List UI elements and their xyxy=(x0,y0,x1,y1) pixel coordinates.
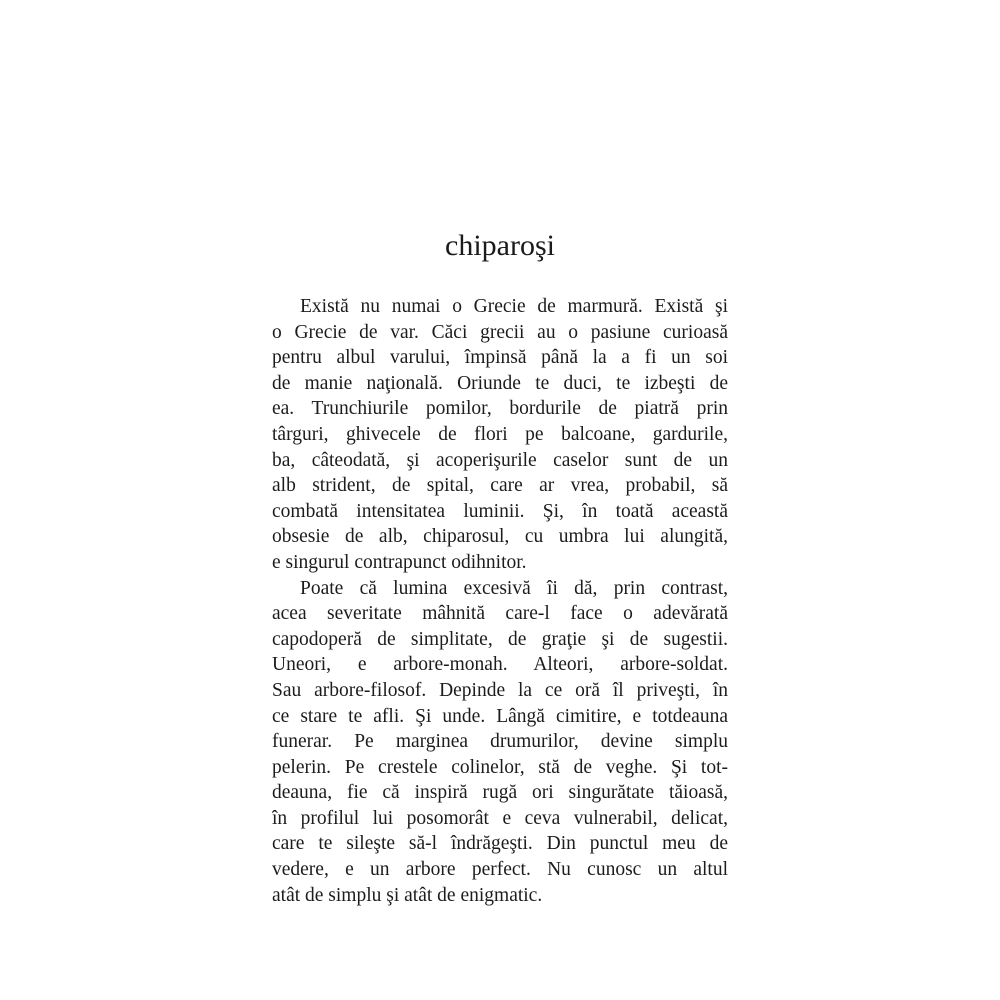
text-line: ce stare te afli. Şi unde. Lângă cimitire, e totdeauna xyxy=(272,705,728,727)
text-line: e singurul contrapunct odihnitor. xyxy=(272,551,527,573)
text-line: Sau arbore-filosof. Depinde la ce oră îl priveşti, în xyxy=(272,679,728,701)
text-line: pentru albul varului, împinsă până la a fi un soi xyxy=(272,347,728,369)
text-line: o Grecie de var. Căci grecii au o pasiune curioasă xyxy=(272,321,728,343)
text-line: vedere, e un arbore perfect. Nu cunosc un altul xyxy=(272,859,728,881)
text-line: combată intensitatea luminii. Şi, în toată această xyxy=(272,500,728,522)
text-line: deauna, fie că inspiră rugă ori singurătate tăioasă, xyxy=(272,782,728,804)
text-line: de manie naţională. Oriunde te duci, te izbeşti de xyxy=(272,372,728,394)
text-line: târguri, ghivecele de flori pe balcoane, gardurile, xyxy=(272,423,728,445)
text-line: pelerin. Pe crestele colinelor, stă de veghe. Şi tot- xyxy=(272,756,728,778)
text-line: funerar. Pe marginea drumurilor, devine simplu xyxy=(272,731,728,753)
text-line: alb strident, de spital, care ar vrea, probabil, să xyxy=(272,475,728,497)
text-line: atât de simplu şi atât de enigmatic. xyxy=(272,884,543,906)
text-line: în profilul lui posomorât e ceva vulnerabil, delicat, xyxy=(272,807,728,829)
text-line: acea severitate mâhnită care-l face o adevărată xyxy=(272,603,728,625)
text-line: Uneori, e arbore-monah. Alteori, arbore-soldat. xyxy=(272,654,728,676)
text-line: Poate că lumina excesivă îi dă, prin contrast, xyxy=(300,577,728,599)
text-line: obsesie de alb, chiparosul, cu umbra lui alungită, xyxy=(272,526,728,548)
paragraph-2 xyxy=(272,576,728,909)
text-line: Există nu numai o Grecie de marmură. Există şi xyxy=(300,296,728,317)
text-line: ea. Trunchiurile pomilor, bordurile de piatră prin xyxy=(272,398,728,420)
chapter-body xyxy=(272,294,728,908)
text-line: ba, câteodată, şi acoperişurile caselor sunt de un xyxy=(272,449,728,471)
text-line: capodoperă de simplitate, de graţie şi de sugestii. xyxy=(272,628,728,650)
chapter-title: chiparoşi xyxy=(445,229,555,262)
text-line: care te sileşte să-l îndrăgeşti. Din punctul meu de xyxy=(272,833,728,855)
paragraph-1 xyxy=(272,294,728,576)
